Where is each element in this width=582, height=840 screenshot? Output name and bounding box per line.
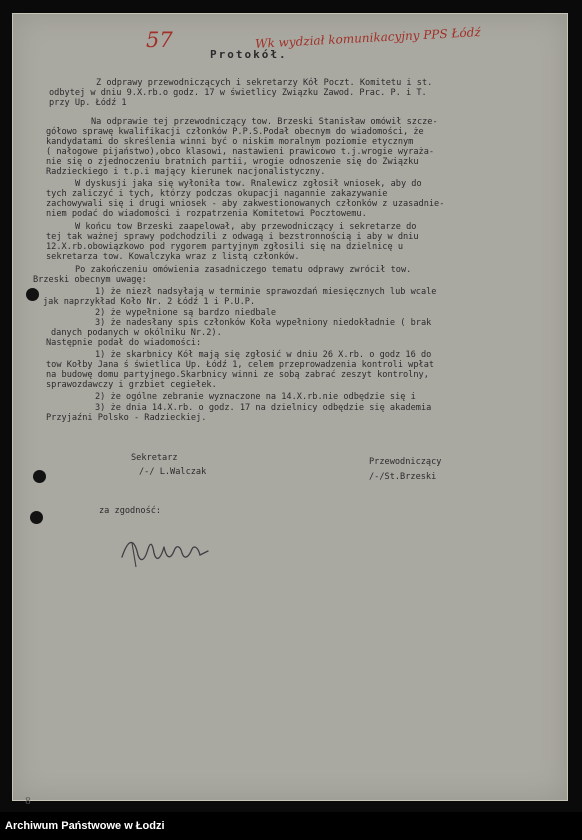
body-line: tow Kołby Jana ś świetlica Up. Łódź 1, celem przeprowadzenia kontroli wpłat: [46, 360, 435, 370]
body-line: Przyjaźni Polsko - Radzieckiej.: [46, 413, 207, 423]
body-line: tej tak ważnej sprawy podchodzili z odwagą i bezstronnością i aby w dniu: [46, 232, 419, 242]
body-line: Radzieckiego i t.p.i mający kierunek nacjonalistyczny.: [46, 167, 326, 177]
body-line: Następnie podał do wiadomości:: [46, 338, 202, 348]
archive-footer: [0, 812, 582, 840]
body-line: niem podać do wiadomości i rozpatrzenia Komitetowi Pocztowemu.: [46, 209, 367, 219]
body-line: sekretarza tow. Kowalczyka wraz z listą członków.: [46, 252, 300, 262]
compliance-label: za zgodność:: [99, 506, 162, 516]
punch-hole: [30, 511, 43, 524]
body-line: kandydatami do skreślenia winni być o niskim moralnym poziomie etycznym: [46, 137, 414, 147]
body-line: sprawozdawczy i grzbiet cegiełek.: [46, 380, 217, 390]
body-line: tych zaliczyć i tych, którzy podczas okupacji nagannie zakazywanie: [46, 189, 388, 199]
handwritten-note: Wk wydział komunikacyjny PPS Łódź: [254, 25, 482, 51]
body-line: Z odprawy przewodniczących i sekretarzy Kół Poczt. Komitetu i st.: [96, 78, 433, 88]
body-line: Brzeski obecnym uwagę:: [33, 275, 147, 285]
signature: [118, 531, 213, 573]
page-number: 57: [146, 28, 173, 52]
punch-hole: [33, 470, 46, 483]
body-line: 1) że niezł nadsyłają w terminie sprawozdań miesięcznych lub wcale: [95, 287, 437, 297]
body-line: przy Up. Łódź 1: [49, 98, 127, 108]
chairman-title: Przewodniczący: [369, 457, 442, 467]
body-line: 3) że nadesłany spis członków Koła wypełniony niedokładnie ( brak: [95, 318, 432, 328]
body-line: 3) że dnia 14.X.rb. o godz. 17 na dzielnicy odbędzie się akademia: [95, 403, 432, 413]
body-line: Po zakończeniu omówienia zasadniczego tematu odprawy zwrócił tow.: [75, 265, 412, 275]
body-line: na budowę domu partyjnego.Skarbnicy winni ze sobą zabrać zeszyt kontrolny,: [46, 370, 429, 380]
body-line: 2) że wypełnione są bardzo niedbale: [95, 308, 277, 318]
body-line: danych podanych w okólniku Nr.2).: [51, 328, 222, 338]
document-page: [12, 13, 568, 807]
secretary-title: Sekretarz: [131, 453, 178, 463]
chairman-name: /-/St.Brzeski: [369, 472, 437, 482]
body-line: W dyskusji jaka się wyłoniła tow. Rnalewicz zgłosił wniosek, aby do: [75, 179, 422, 189]
body-line: W końcu tow Brzeski zaapelował, aby przewodniczący i sekretarze do: [75, 222, 417, 232]
punch-hole: [26, 288, 39, 301]
body-line: odbytej w dniu 9.X.rb.o godz. 17 w świetlicy Związku Zawod. Prac. P. i T.: [49, 88, 427, 98]
body-line: zachowywali się i drugi wniosek - aby zakwestionowanych członków z uzasadnie-: [46, 199, 445, 209]
body-line: 12.X.rb.obowiązkowo pod rygorem partyjnym zgłosili się na dzielnicę u: [46, 242, 403, 252]
archive-name: Archiwum Państwowe w Łodzi: [5, 820, 165, 832]
body-line: nie się o zjednoczeniu bratnich partii, wrogie odnoszenie się do Związku: [46, 157, 419, 167]
body-line: Na odprawie tej przewodniczący tow. Brzeski Stanisław omówił szcze-: [91, 117, 438, 127]
pencil-mark: 8: [25, 797, 31, 807]
body-line: ( nałogowe pijaństwo),obco klasowi, nastawieni prawicowo t.j.wrogie wyraża-: [46, 147, 435, 157]
body-line: 2) że ogólne zebranie wyznaczone na 14.X.rb.nie odbędzie się i: [95, 392, 416, 402]
body-line: jak naprzykład Koło Nr. 2 Łódź 1 i P.U.P.: [43, 297, 256, 307]
body-line: gółowo sprawę kwalifikacji członków P.P.S.Podał obecnym do wiadomości, że: [46, 127, 424, 137]
document-title: Protokół.: [210, 48, 288, 61]
secretary-name: /-/ L.Walczak: [139, 467, 207, 477]
body-line: 1) że skarbnicy Kół mają się zgłosić w dniu 26 X.rb. o godz 16 do: [95, 350, 432, 360]
